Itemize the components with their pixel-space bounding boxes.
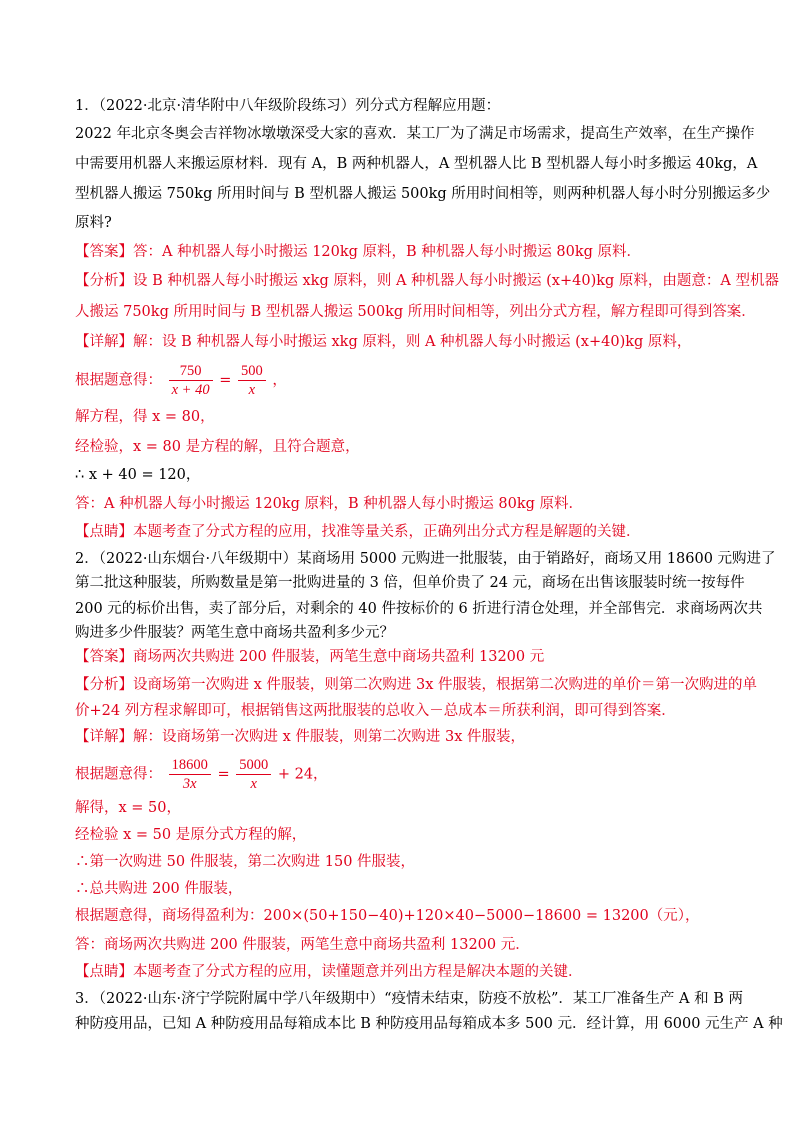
q2-eq-num1: 18600 xyxy=(169,756,211,775)
q2-analysis-line-1: 【分析】设商场第一次购进 x 件服装，则第二次购进 3x 件服装，根据第二次购进的单价＝第一次购进的单 xyxy=(75,677,758,693)
q1-check: 经检验，x = 80 是方程的解，且符合题意， xyxy=(75,439,360,455)
q2-stem-line-2: 第二批这种服装，所购数量是第一批购进量的 3 倍，但单价贵了 24 元，商场在出售该服装时统一按每件 xyxy=(75,575,745,591)
q2-therefore-1: ∴第一次购进 50 件服装，第二次购进 150 件服装， xyxy=(75,854,416,870)
q2-final: 答：商场两次共购进 200 件服装，两笔生意中商场共盈利 13200 元． xyxy=(75,937,530,953)
q1-eq-num1: 750 xyxy=(169,362,213,381)
q1-therefore: ∴ x + 40 = 120， xyxy=(75,467,201,483)
q2-stem-line-1: 2．（2022·山东烟台·八年级期中）某商场用 5000 元购进一批服装，由于销路好，商场又用 18600 元购进了 xyxy=(75,551,776,567)
q2-eq-den2: x xyxy=(250,776,257,792)
q1-eq-suffix: ， xyxy=(272,372,287,389)
q1-solve: 解方程，得 x = 80， xyxy=(75,409,215,425)
q2-eq-suffix: + 24， xyxy=(277,766,328,783)
q1-answer: 【答案】答：A 种机器人每小时搬运 120kg 原料，B 种机器人每小时搬运 80kg 原料． xyxy=(75,244,642,260)
q1-fraction-left xyxy=(169,362,213,399)
q2-eq-den1: 3x xyxy=(182,776,197,792)
q2-stem-line-3: 200 元的标价出售，卖了部分后，对剩余的 40 件按标价的 6 折进行清仓处理，并全部售完．求商场两次共 xyxy=(75,601,763,617)
q1-stem-line-2: 中需要用机器人来搬运原材料．现有 A，B 两种机器人，A 型机器人比 B 型机器人每小时多搬运 40kg，A xyxy=(75,156,758,172)
q1-eq-num2: 500 xyxy=(238,362,266,381)
q2-profit: 根据题意得，商场得盈利为：200×(50+150−40)+120×40−5000−18600 = 13200（元）， xyxy=(75,908,700,924)
q2-eq-num2: 5000 xyxy=(236,756,271,775)
q2-analysis-line-2: 价+24 列方程求解即可，根据销售这两批服装的总收入－总成本＝所获利润，即可得到答案． xyxy=(75,703,676,719)
q1-header: 1．（2022·北京·清华附中八年级阶段练习）列分式方程解应用题： xyxy=(75,98,501,114)
q2-answer: 【答案】商场两次共购进 200 件服装，两笔生意中商场共盈利 13200 元 xyxy=(75,649,545,665)
q1-detail: 【详解】解：设 B 种机器人每小时搬运 xkg 原料，则 A 种机器人每小时搬运 (x+40)kg 原料， xyxy=(75,334,692,350)
q1-stem-line-4: 原料? xyxy=(75,215,112,231)
q1-eq-den1: x + 40 xyxy=(171,382,210,398)
q2-therefore-2: ∴总共购进 200 件服装， xyxy=(75,881,243,897)
q2-equation xyxy=(75,756,328,793)
q2-check: 经检验 x = 50 是原分式方程的解， xyxy=(75,827,307,843)
q1-eq-prefix: 根据题意得： xyxy=(75,372,162,389)
q3-stem-line-1: 3．（2022·山东·济宁学院附属中学八年级期中）“疫情未结束，防疫不放松”．某工厂准备生产 A 和 B 两 xyxy=(75,991,743,1007)
q2-eq-mid: = xyxy=(217,766,230,783)
q3-stem-line-2: 种防疫用品，已知 A 种防疫用品每箱成本比 B 种防疫用品每箱成本多 500 元．经计算，用 6000 元生产 A 种 xyxy=(75,1016,783,1032)
q2-fraction-right xyxy=(236,756,271,793)
q1-fraction-right xyxy=(238,362,266,399)
q1-analysis-line-1: 【分析】设 B 种机器人每小时搬运 xkg 原料，则 A 种机器人每小时搬运 (x+40)kg 原料，由题意：A 型机器 xyxy=(75,273,779,289)
q2-fraction-left xyxy=(169,756,211,793)
q1-stem-line-3: 型机器人搬运 750kg 所用时间与 B 型机器人搬运 500kg 所用时间相等，则两种机器人每小时分别搬运多少 xyxy=(75,186,771,202)
q1-comment: 【点睛】本题考查了分式方程的应用，找准等量关系，正确列出分式方程是解题的关键． xyxy=(75,524,641,540)
q2-comment: 【点睛】本题考查了分式方程的应用，读懂题意并列出方程是解决本题的关键． xyxy=(75,964,583,980)
q1-eq-mid: = xyxy=(219,372,232,389)
q2-eq-prefix: 根据题意得： xyxy=(75,766,162,783)
q2-stem-line-4: 购进多少件服装？两笔生意中商场共盈利多少元？ xyxy=(75,625,394,641)
q1-stem-line-1: 2022 年北京冬奥会吉祥物冰墩墩深受大家的喜欢．某工厂为了满足市场需求，提高生产效率，在生产操作 xyxy=(75,126,755,142)
q1-equation xyxy=(75,362,287,399)
q2-detail: 【详解】解：设商场第一次购进 x 件服装，则第二次购进 3x 件服装， xyxy=(75,729,526,745)
q1-analysis-line-2: 人搬运 750kg 所用时间与 B 型机器人搬运 500kg 所用时间相等，列出分式方程，解方程即可得到答案． xyxy=(75,304,756,320)
q1-eq-den2: x xyxy=(248,382,256,398)
q2-solve: 解得，x = 50， xyxy=(75,800,181,816)
q1-final: 答：A 种机器人每小时搬运 120kg 原料，B 种机器人每小时搬运 80kg 原料． xyxy=(75,496,584,512)
